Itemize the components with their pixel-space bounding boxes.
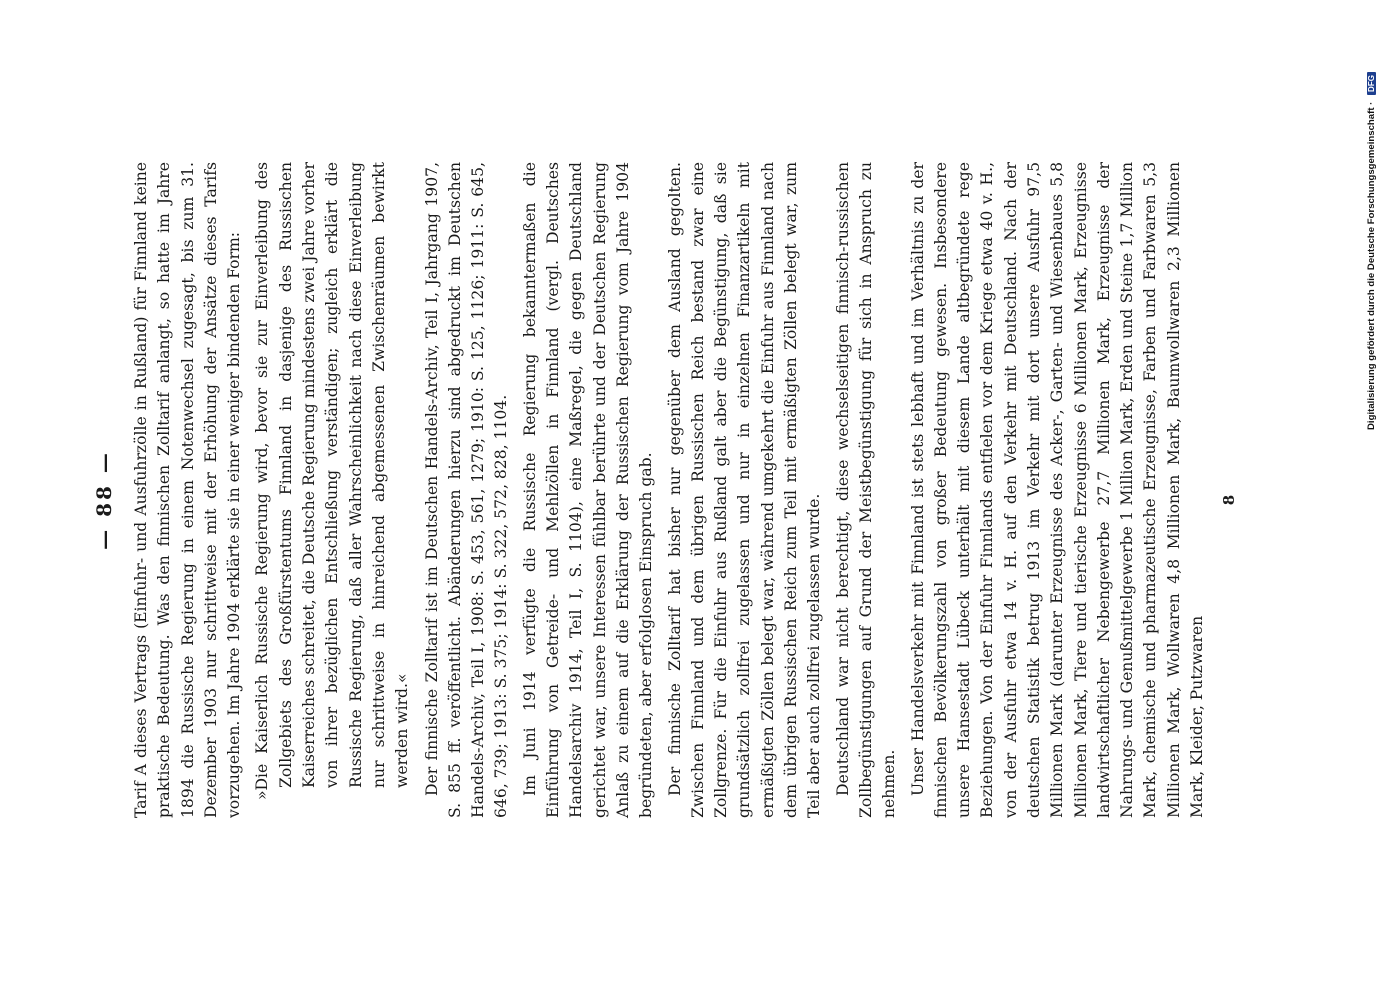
quotation: »Die Kaiserlich Russische Regierung wird, bevor sie zur Einverleibung des Zollgebiets des Großfürstentums Finnland in dasjenige des Russischen Kaiserreiches schreitet, die Deutsche Regierung mindestens zwei Jahre vorher von ihrer bezüglichen Entschließung verständigen; zugleich erklärt die Russische Regierung, daß aller Wahrscheinlichkeit nach diese Einverleibung nur schrittweise in hinreichend abgemessenen Zwischenräumen bewirkt werden wird.« — [253, 162, 412, 800]
paragraph: Tarif A dieses Vertrags (Einfuhr- und Ausfuhrzölle in Rußland) für Finnland keine praktische Bedeutung. Was den finnischen Zolltarif anlangt, so hatte im Jahre 1894 die Russische Regierung in einem Notenwechsel zugesagt, bis zum 31. Dezember 1903 nur schrittweise mit der Erhöhung der Ansätze dieses Tarifs vorzugehen. Im Jahre 1904 erklärte sie in einer weniger bindenden Form: — [132, 162, 244, 818]
dfg-logo: DFG — [1367, 72, 1376, 95]
paragraph: Der finnische Zolltarif ist im Deutschen Handels-Archiv, Teil I, Jahrgang 1907, S. 855 ff. veröffentlicht. Abänderungen hierzu sind abgedruckt im Deutschen Handels-Archiv, Teil I, 1908: S. 453, 561, 1279; 1910: S. 125, 1126; 1911: S. 645, 646, 739; 1913: S. 375; 1914: S. 322, 572, 828, 1104. — [422, 162, 511, 818]
paragraph: Der finnische Zolltarif hat bisher nur gegenüber dem Ausland gegolten. Zwischen Finnland und dem übrigen Russischen Reich bestand zwar eine Zollgrenze. Für die Einfuhr aus Rußland galt aber die Begünstigung, daß sie grundsätzlich zollfrei zugelassen und nur in einzelnen Finanzartikeln mit ermäßigten Zöllen belegt war, während umgekehrt die Einfuhr aus Finnland nach dem übrigen Russischen Reich zum Teil mit ermäßigten Zöllen belegt war, zum Teil aber auch zollfrei zugelassen wurde. — [665, 162, 824, 818]
page-number: — 88 — — [92, 450, 116, 550]
digitization-note — [1366, 0, 1377, 430]
paragraph: Unser Handelsverkehr mit Finnland ist stets lebhaft und im Verhältnis zu der finnischen Bevölkerungszahl von großer Bedeutung gewesen. Insbesondere unsere Hansestadt Lübeck unterhält mit diesem Lande altbegründete rege Beziehungen. Von der Einfuhr Finnlands entfielen vor dem Kriege etwa 40 v. H., von der Ausfuhr etwa 14 v. H. auf den Verkehr mit Deutschland. Nach der deutschen Statistik betrug 1913 im Verkehr mit dort unsere Ausfuhr 97,5 Millionen Mark (darunter Erzeugnisse des Acker-, Garten- und Wiesenbaues 5,8 Millionen Mark, Tiere und tierische Erzeugnisse 6 Millionen Mark, Erzeugnisse landwirtschaftlicher Nebengewerbe 27,7 Millionen Mark, Erzeugnisse der Nahrungs- und Genußmittelgewerbe 1 Million Mark, Erden und Steine 1,7 Million Mark, chemische und pharmazeutische Erzeugnisse, Farben und Farbwaren 5,3 Millionen Mark, Wollwaren 4,8 Millionen Mark, Baumwollwaren 2,3 Millionen Mark, Kleider, Putzwaren — [908, 162, 1207, 818]
signature-mark: 8 — [1220, 494, 1238, 506]
paragraph: Deutschland war nicht berechtigt, diese wechselseitigen finnisch-russischen Zollbegünstigungen auf Grund der Meistbegünstigung für sich in Anspruch zu nehmen. — [833, 162, 899, 818]
digitization-text: Digitalisierung gefördert durch die Deutsche Forschungsgemeinschaft · — [1366, 101, 1377, 430]
body-text — [130, 162, 1214, 818]
paragraph: Im Juni 1914 verfügte die Russische Regierung bekanntermaßen die Einführung von Getreide- und Mehlzöllen in Finnland (vergl. Deutsches Handelsarchiv 1914, Teil I, S. 1104), eine Maßregel, die gegen Deutschland gerichtet war, unsere Interessen fühlbar berührte und der Deutschen Regierung Anlaß zu einem auf die Erklärung der Russischen Regierung vom Jahre 1904 begründeten, aber erfolglosen Einspruch gab. — [520, 162, 656, 818]
